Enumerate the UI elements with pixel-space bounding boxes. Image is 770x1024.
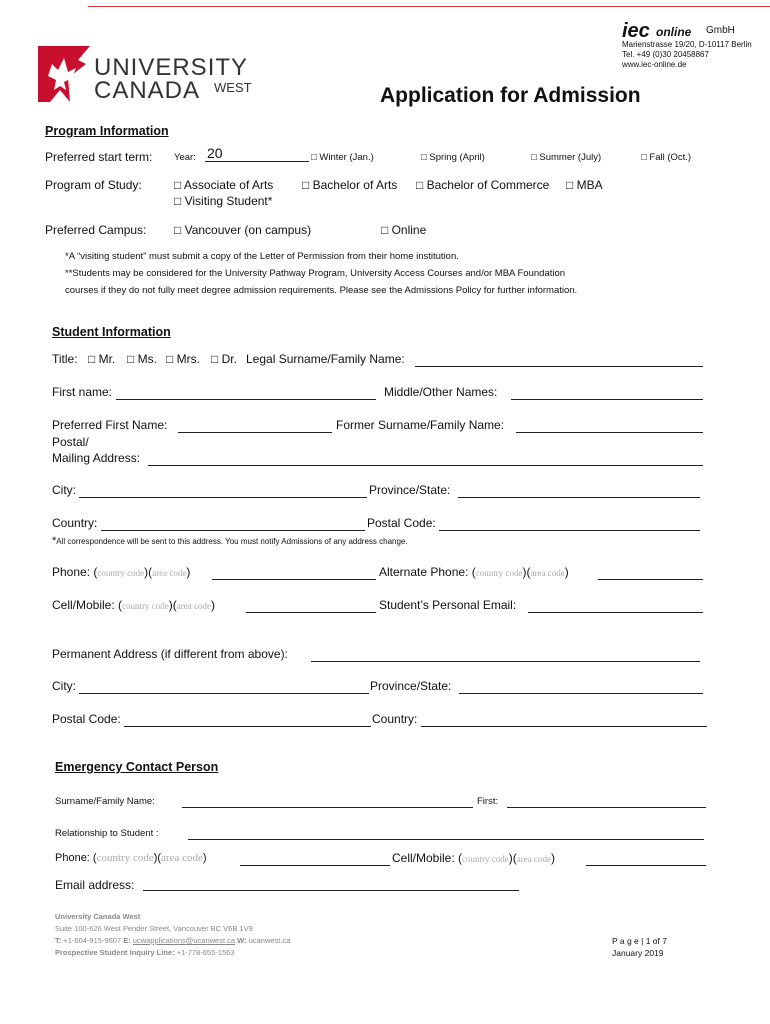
student-email-label: Student’s Personal Email: [379, 598, 517, 612]
maple-leaf-icon [38, 44, 94, 104]
agent-stamp [622, 20, 767, 75]
middle-name-label: Middle/Other Names: [384, 385, 498, 399]
agent-brand: iec [622, 20, 650, 42]
em-relationship-label: Relationship to Student : [55, 828, 159, 839]
revision-date: January 2019 [612, 948, 664, 958]
term-summer-label: Summer (July) [539, 152, 602, 163]
surname-label: Legal Surname/Family Name: [246, 352, 405, 366]
logo-west: WEST [214, 80, 252, 95]
postal-code-label: Postal Code: [367, 516, 436, 530]
campus-label: Preferred Campus: [45, 223, 147, 237]
title-dr[interactable]: □ Dr. [211, 352, 237, 366]
cell-row: Cell/Mobile: (country code)(area code) [52, 598, 215, 612]
perm-address-label: Permanent Address (if different from above): [52, 647, 288, 661]
footer-address: Suite 100-626 West Pender Street, Vancouver BC V6B 1V9 [55, 924, 253, 933]
note-pathway: **Students may be considered for the University Pathway Program, University Access Courses and/or MBA Foundation [65, 268, 566, 279]
title-dr-label: Dr. [221, 352, 237, 366]
ucw-logo [38, 44, 268, 104]
city2-label: City: [52, 679, 76, 693]
logo-canada: CANADA [94, 77, 201, 104]
study-aa[interactable]: □ Associate of Arts [174, 178, 274, 192]
logo-university: UNIVERSITY [94, 54, 249, 81]
country-label: Country: [52, 516, 98, 530]
title-mrs-label: Mrs. [176, 352, 200, 366]
student-heading: Student Information [52, 325, 171, 339]
study-bcom[interactable]: □ Bachelor of Commerce [416, 178, 550, 192]
em-cell-country-code-hint: country code [462, 854, 509, 864]
phone-field[interactable] [212, 579, 376, 580]
province2-field[interactable] [459, 693, 703, 694]
alt-phone-row: Alternate Phone: (country code)(area code) [379, 565, 569, 579]
em-surname-field[interactable] [182, 807, 473, 808]
study-visiting-label: Visiting Student* [184, 194, 273, 208]
former-name-label: Former Surname/Family Name: [336, 418, 505, 432]
phone-area-code-hint: area code [152, 568, 187, 578]
study-bcom-label: Bachelor of Commerce [426, 178, 550, 192]
footer-inquiry [55, 948, 234, 957]
year-field-line[interactable] [205, 161, 309, 162]
title-mrs[interactable]: □ Mrs. [166, 352, 200, 366]
study-ba-label: Bachelor of Arts [312, 178, 398, 192]
footer-contacts [55, 936, 290, 945]
first-name-label: First name: [52, 385, 113, 399]
footer-t-value: +1-604-915-9607 [63, 936, 122, 945]
agent-brand-online: online [656, 25, 692, 39]
term-spring-label: Spring (April) [429, 152, 485, 163]
city2-field[interactable] [79, 693, 369, 694]
em-first-label: First: [477, 796, 499, 807]
student-email-field[interactable] [528, 612, 703, 613]
study-label: Program of Study: [45, 178, 142, 192]
em-cell-area-code-hint: area code [516, 854, 551, 864]
campus-vancouver[interactable]: □ Vancouver (on campus) [174, 223, 312, 237]
em-phone-label: Phone: ( [55, 852, 97, 864]
preferred-name-field[interactable] [178, 432, 332, 433]
footer-w-label: W: [237, 936, 247, 945]
em-phone-row: Phone: (country code)(area code) [55, 852, 207, 864]
em-cell-label: Cell/Mobile: ( [392, 851, 463, 865]
year-value[interactable]: 20 [207, 145, 223, 161]
campus-online-label: Online [391, 223, 427, 237]
footer-email-link[interactable]: ucwapplications@ucanwest.ca [132, 936, 236, 945]
preferred-name-label: Preferred First Name: [52, 418, 168, 432]
em-cell-row: Cell/Mobile: (country code)(area code) [392, 851, 555, 865]
first-name-field[interactable] [116, 399, 376, 400]
perm-address-field[interactable] [311, 661, 700, 662]
title-label: Title: [52, 352, 78, 366]
country-field[interactable] [101, 530, 365, 531]
program-heading: Program Information [45, 124, 169, 138]
term-winter[interactable]: □ Winter (Jan.) [311, 152, 374, 163]
page-title: Application for Admission [380, 84, 641, 107]
start-term-label: Preferred start term: [45, 150, 153, 164]
middle-name-field[interactable] [511, 399, 703, 400]
province2-label: Province/State: [370, 679, 452, 693]
note-visiting: *A “visiting student” must submit a copy of the Letter of Permission from their home institution. [65, 251, 459, 262]
title-ms-label: Ms. [137, 352, 157, 366]
page-number: P a g e | 1 of 7 [612, 936, 667, 946]
term-fall-label: Fall (Oct.) [649, 152, 692, 163]
correspondence-note-text: All correspondence will be sent to this address. You must notify Admissions of any address change. [56, 537, 408, 546]
study-aa-label: Associate of Arts [183, 178, 274, 192]
study-mba-label: MBA [576, 178, 603, 192]
correspondence-note: *All correspondence will be sent to this address. You must notify Admissions of any address change. [52, 535, 408, 547]
former-name-field[interactable] [516, 432, 703, 433]
em-relationship-field[interactable] [188, 839, 704, 840]
footer-org: University Canada West [55, 912, 141, 921]
alt-phone-country-code-hint: country code [475, 568, 523, 578]
phone-label: Phone: ( [52, 565, 98, 579]
footer-e-label: E: [123, 936, 131, 945]
agent-gmbh: GmbH [706, 25, 735, 36]
top-rule [88, 6, 770, 7]
term-fall[interactable]: □ Fall (Oct.) [641, 152, 692, 163]
mailing-address-field[interactable] [148, 465, 703, 466]
phone-row: Phone: (country code)(area code) [52, 565, 191, 579]
campus-online[interactable]: □ Online [381, 223, 427, 237]
study-ba[interactable]: □ Bachelor of Arts [302, 178, 398, 192]
em-phone-country-code-hint: country code [96, 852, 154, 864]
alt-phone-area-code-hint: area code [530, 568, 565, 578]
surname-field[interactable] [415, 366, 703, 367]
cell-country-code-hint: country code [122, 601, 169, 611]
city-field[interactable] [79, 497, 367, 498]
agent-address: Marienstrasse 19/20, D-10117 Berlin [622, 40, 752, 49]
footer-t-label: T: [55, 936, 62, 945]
footer-inquiry-label: Prospective Student Inquiry Line: [55, 948, 175, 957]
postal2-label: Postal Code: [52, 712, 121, 726]
footer-web: ucanwest.ca [248, 936, 291, 945]
postal-code-field[interactable] [439, 530, 700, 531]
alt-phone-label: Alternate Phone: ( [379, 565, 476, 579]
country2-field[interactable] [421, 726, 707, 727]
city-label: City: [52, 483, 76, 497]
agent-web: www.iec-online.de [622, 60, 687, 69]
title-mr[interactable]: □ Mr. [88, 352, 116, 366]
em-surname-label: Surname/Family Name: [55, 796, 155, 807]
em-cell-field[interactable] [586, 865, 706, 866]
country2-label: Country: [372, 712, 418, 726]
term-winter-label: Winter (Jan.) [319, 152, 374, 163]
campus-vancouver-label: Vancouver (on campus) [184, 223, 312, 237]
phone-country-code-hint: country code [97, 568, 145, 578]
cell-area-code-hint: area code [176, 601, 211, 611]
term-spring[interactable]: □ Spring (April) [421, 152, 485, 163]
emergency-heading: Emergency Contact Person [55, 760, 219, 774]
title-ms[interactable]: □ Ms. [127, 352, 157, 366]
agent-phone: Tel. +49 (0)30 20458867 [622, 50, 709, 59]
mailing-label: Mailing Address: [52, 451, 141, 465]
cell-label: Cell/Mobile: ( [52, 598, 123, 612]
em-first-field[interactable] [507, 807, 706, 808]
em-phone-area-code-hint: area code [161, 852, 203, 864]
title-mr-label: Mr. [98, 352, 116, 366]
em-phone-field[interactable] [240, 865, 390, 866]
postal-label: Postal/ [52, 435, 89, 449]
em-email-label: Email address: [55, 878, 135, 892]
term-summer[interactable]: □ Summer (July) [531, 152, 602, 163]
footer-inquiry-value: +1-778-655-1563 [176, 948, 235, 957]
cell-field[interactable] [246, 612, 376, 613]
postal2-field[interactable] [124, 726, 371, 727]
note-pathway-cont: courses if they do not fully meet degree admission requirements. Please see the Admissions Policy for further information. [65, 285, 578, 296]
alt-phone-field[interactable] [598, 579, 703, 580]
province-label: Province/State: [369, 483, 451, 497]
em-email-field[interactable] [143, 890, 519, 891]
study-visiting[interactable]: □ Visiting Student* [174, 194, 273, 208]
province-field[interactable] [458, 497, 700, 498]
year-label: Year: [174, 152, 196, 163]
study-mba[interactable]: □ MBA [566, 178, 603, 192]
